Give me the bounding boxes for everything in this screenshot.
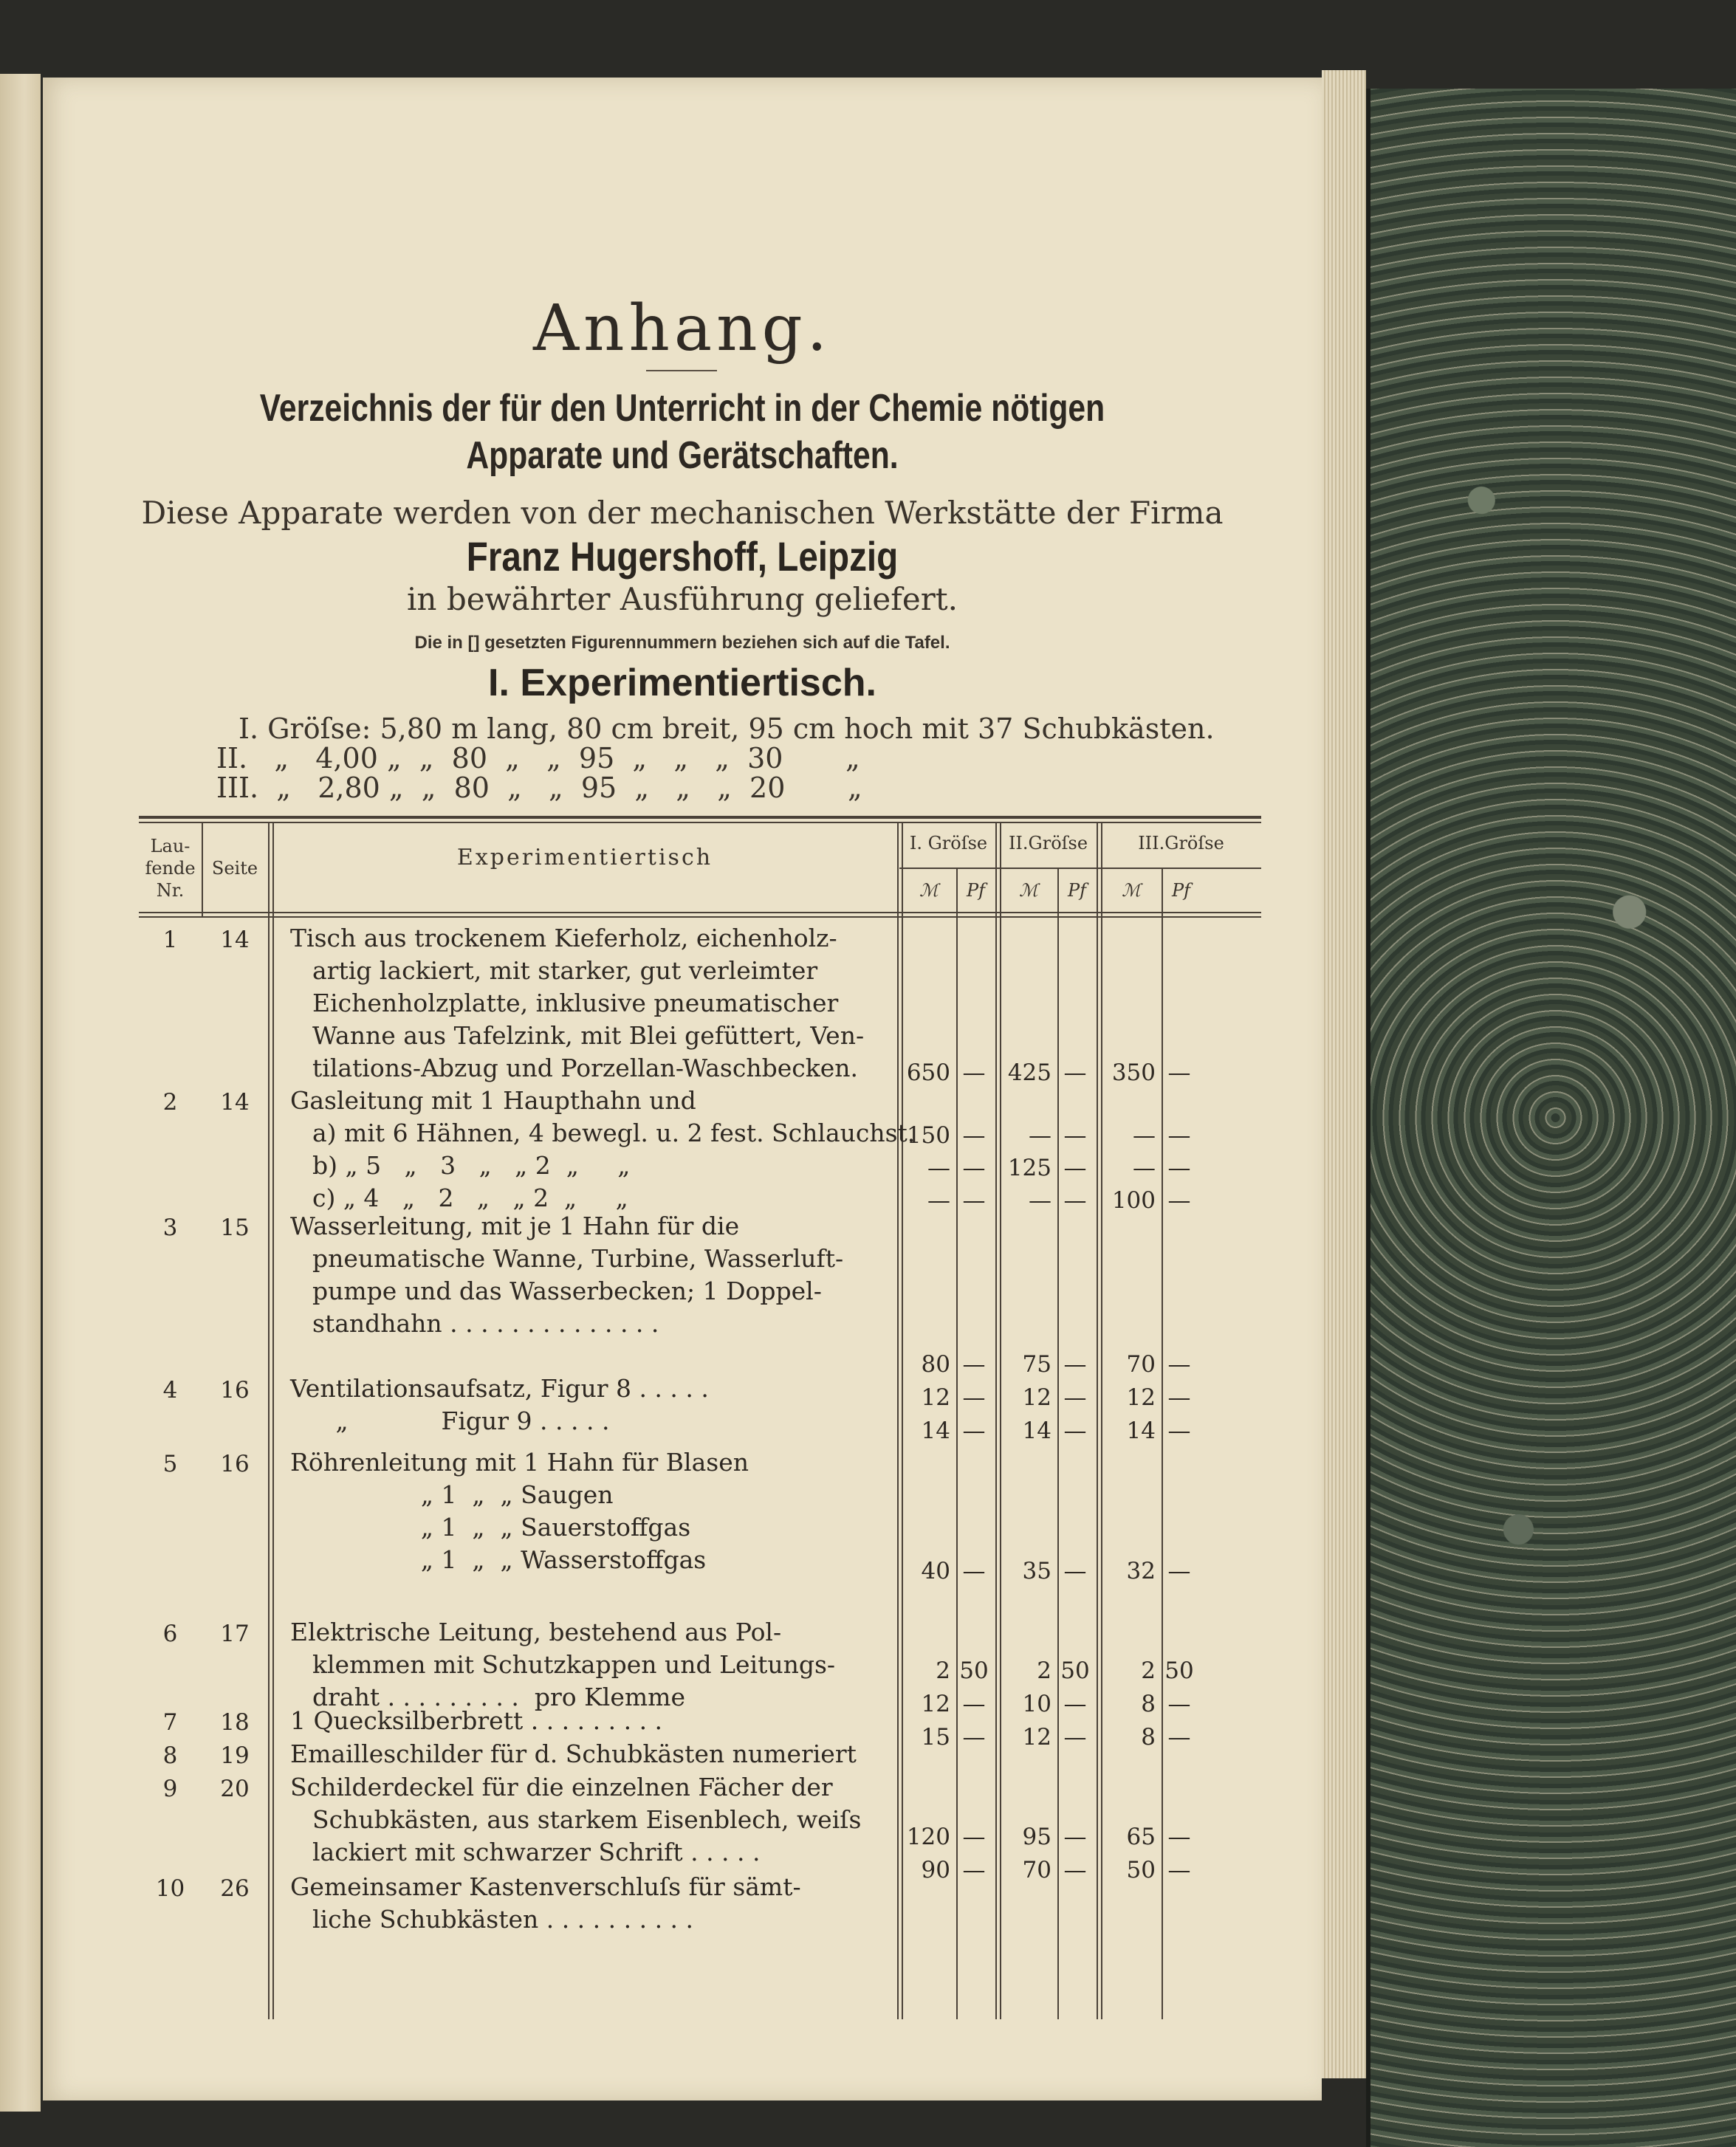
price-mark: 12 (1022, 1724, 1051, 1751)
row-description-line: b) „ 5 „ 3 „ „ 2 „ „ (312, 1151, 631, 1180)
row-description-line: „ 1 „ „ Sauerstoffgas (312, 1513, 691, 1542)
price-table (139, 816, 1261, 2019)
price-mark: 8 (1141, 1691, 1156, 1717)
price-mark: — (1133, 1155, 1156, 1181)
price-pfennig: — (962, 1418, 986, 1444)
price-mark: — (927, 1155, 950, 1181)
row-description-line: artig lackiert, mit starker, gut verleimter (312, 956, 818, 985)
price-pfennig: — (1063, 1384, 1087, 1411)
price-mark: — (1133, 1122, 1156, 1149)
header-pf-3: Pf (1171, 880, 1191, 901)
price-pfennig: — (962, 1155, 986, 1181)
price-pfennig: — (1167, 1857, 1191, 1883)
row-description-line: Gemeinsamer Kastenverschluſs für sämt- (290, 1872, 801, 1901)
header-bottom-rule-2 (139, 916, 1261, 918)
price-mark: — (1029, 1122, 1051, 1149)
price-pfennig: — (962, 1824, 986, 1850)
price-pfennig: — (962, 1187, 986, 1214)
row-description-line: pneumatische Wanne, Turbine, Wasserluft- (312, 1244, 844, 1273)
price-pfennig: — (1167, 1418, 1191, 1444)
price-pfennig: — (962, 1059, 986, 1086)
col-divider-desc (897, 823, 899, 2019)
price-pfennig: — (1063, 1187, 1087, 1214)
facing-page-edge (0, 74, 41, 2112)
price-pfennig: — (962, 1351, 986, 1378)
price-mark: 95 (1022, 1824, 1051, 1850)
price-mark: 2 (936, 1658, 950, 1684)
row-description-line: lackiert mit schwarzer Schrift . . . . . (312, 1838, 761, 1866)
row-description-line: c) „ 4 „ 2 „ „ 2 „ „ (312, 1184, 628, 1212)
row-number: 10 (155, 1875, 185, 1902)
price-mark: 14 (921, 1418, 950, 1444)
row-page: 16 (220, 1451, 250, 1477)
price-mark: 90 (921, 1857, 950, 1883)
price-pfennig: — (1167, 1384, 1191, 1411)
price-mark: 80 (921, 1351, 950, 1378)
price-mark: — (1029, 1187, 1051, 1214)
col-divider-seite-2 (272, 823, 274, 2019)
col-divider-seite (268, 823, 270, 2019)
row-description-line: Eichenholzplatte, inklusive pneumatischer (312, 989, 839, 1017)
size-line-2: II. „ 4,00 „ „ 80 „ „ 95 „ „ „ 30 „ (216, 742, 860, 774)
row-description-line: „ 1 „ „ Wasserstoffgas (312, 1545, 707, 1574)
price-pfennig: — (1167, 1724, 1191, 1751)
price-mark: 15 (921, 1724, 950, 1751)
price-pfennig: — (1063, 1155, 1087, 1181)
price-pfennig: 50 (959, 1658, 989, 1684)
price-pfennig: — (962, 1857, 986, 1883)
header-bottom-rule (139, 912, 1261, 913)
price-mark: 12 (1022, 1384, 1051, 1411)
price-mark: 10 (1022, 1691, 1051, 1717)
table-top-rule-2 (139, 822, 1261, 823)
price-pfennig: — (962, 1724, 986, 1751)
header-size-3: III.Gröſse (1138, 833, 1224, 853)
row-number: 5 (162, 1451, 178, 1477)
intro-text: Diese Apparate werden von der mechanischen Werkstätte der Firma (141, 495, 1224, 531)
figure-note: Die in [] gesetzten Figurennummern beziehen sich auf die Tafel. (414, 633, 950, 653)
price-pfennig: — (1167, 1824, 1191, 1850)
price-pfennig: — (1167, 1059, 1191, 1086)
price-mark: 120 (906, 1824, 950, 1850)
firm-name: Franz Hugershoff, Leipzig (466, 533, 899, 580)
row-number: 6 (162, 1621, 178, 1647)
price-mark: 350 (1111, 1059, 1156, 1086)
header-description: Experimentiertisch (456, 845, 713, 870)
price-pfennig: 50 (1060, 1658, 1090, 1684)
price-mark: 65 (1126, 1824, 1156, 1850)
price-mark: 12 (921, 1691, 950, 1717)
row-description-line: draht . . . . . . . . . pro Klemme (312, 1683, 685, 1711)
header-pf-2: Pf (1067, 880, 1087, 901)
price-pfennig: — (962, 1384, 986, 1411)
row-description-line: liche Schubkästen . . . . . . . . . . (312, 1905, 694, 1934)
row-number: 7 (162, 1709, 178, 1736)
price-pfennig: — (1167, 1187, 1191, 1214)
price-pfennig: — (1167, 1155, 1191, 1181)
row-page: 15 (220, 1215, 250, 1241)
price-pfennig: — (1063, 1558, 1087, 1584)
price-pfennig: — (1167, 1691, 1191, 1717)
table-top-rule (139, 816, 1261, 819)
row-description-line: tilations-Abzug und Porzellan-Waschbecken. (312, 1054, 859, 1082)
row-description-line: 1 Quecksilberbrett . . . . . . . . . (290, 1706, 663, 1735)
row-description-line: Emailleschilder für d. Schubkästen numeriert (290, 1739, 857, 1768)
row-description-line: Wasserleitung, mit je 1 Hahn für die (290, 1212, 740, 1240)
price-pfennig: — (1063, 1724, 1087, 1751)
subtitle-line-2: Apparate und Gerätschaften. (466, 434, 899, 477)
header-nr: Lau- fende Nr. (145, 836, 196, 901)
price-mark: 14 (1126, 1418, 1156, 1444)
price-pfennig: — (1167, 1122, 1191, 1149)
row-page: 14 (220, 1089, 250, 1116)
price-mark: 70 (1022, 1857, 1051, 1883)
price-pfennig: — (962, 1558, 986, 1584)
header-mark-3: ℳ (1122, 880, 1141, 901)
price-mark: 50 (1126, 1857, 1156, 1883)
price-mark: 12 (1126, 1384, 1156, 1411)
price-pfennig: — (1063, 1418, 1087, 1444)
row-description-line: pumpe und das Wasserbecken; 1 Doppel- (312, 1277, 822, 1305)
row-number: 1 (162, 927, 178, 953)
price-pfennig: — (1063, 1122, 1087, 1149)
row-page: 20 (220, 1776, 250, 1802)
price-subheader-rule (899, 868, 1261, 869)
price-mark: 650 (906, 1059, 950, 1086)
header-pf-1: Pf (966, 880, 986, 901)
header-size-1: I. Gröſse (909, 833, 988, 853)
row-description-line: „ Figur 9 . . . . . (312, 1406, 610, 1435)
col-divider-size3 (1097, 823, 1098, 2019)
row-number: 3 (162, 1215, 178, 1241)
section-heading: I. Experimentiertisch. (488, 662, 876, 704)
price-pfennig: — (1063, 1857, 1087, 1883)
row-number: 9 (162, 1776, 178, 1802)
header-seite: Seite (211, 858, 258, 879)
price-mark: 14 (1022, 1418, 1051, 1444)
price-mark: 35 (1022, 1558, 1051, 1584)
price-pfennig: — (1167, 1558, 1191, 1584)
row-description-line: Röhrenleitung mit 1 Hahn für Blasen (290, 1448, 749, 1477)
row-page: 17 (220, 1621, 250, 1647)
price-pfennig: — (1063, 1351, 1087, 1378)
price-pfennig: — (1063, 1059, 1087, 1086)
price-mark: 8 (1141, 1724, 1156, 1751)
price-mark: 125 (1007, 1155, 1051, 1181)
col-divider-size2 (995, 823, 997, 2019)
price-pfennig: — (1167, 1351, 1191, 1378)
row-description-line: klemmen mit Schutzkappen und Leitungs- (312, 1650, 836, 1679)
header-size-2: II.Gröſse (1008, 833, 1088, 853)
price-mark: 150 (906, 1122, 950, 1149)
row-description-line: Schilderdeckel für die einzelnen Fächer der (290, 1773, 833, 1801)
row-description-line: Gasleitung mit 1 Haupthahn und (290, 1086, 696, 1115)
price-mark: 425 (1007, 1059, 1051, 1086)
row-page: 14 (220, 927, 250, 953)
row-page: 18 (220, 1709, 250, 1736)
row-number: 8 (162, 1742, 178, 1769)
book-page (43, 78, 1322, 2100)
row-description-line: „ 1 „ „ Saugen (312, 1480, 614, 1509)
price-mark: 12 (921, 1384, 950, 1411)
page-title: Anhang. (533, 292, 831, 365)
row-description-line: Tisch aus trockenem Kieferholz, eichenholz- (290, 924, 837, 952)
price-mark: 2 (1141, 1658, 1156, 1684)
row-page: 16 (220, 1377, 250, 1404)
marbled-cover (1366, 89, 1736, 2147)
row-description-line: Wanne aus Tafelzink, mit Blei gefüttert, Ven- (312, 1021, 865, 1050)
row-description-line: a) mit 6 Hähnen, 4 bewegl. u. 2 fest. Schlauchst. (312, 1119, 916, 1147)
price-mark: 75 (1022, 1351, 1051, 1378)
page-stack-edges (1322, 70, 1366, 2078)
price-pfennig: — (1063, 1824, 1087, 1850)
row-description-line: Elektrische Leitung, bestehend aus Pol- (290, 1618, 782, 1646)
price-mark: 100 (1111, 1187, 1156, 1214)
row-page: 19 (220, 1742, 250, 1769)
size-line-3: III. „ 2,80 „ „ 80 „ „ 95 „ „ „ 20 „ (216, 772, 862, 804)
price-mark: — (927, 1187, 950, 1214)
size-line-1: I. Gröſse: 5,80 m lang, 80 cm breit, 95 cm hoch mit 37 Schubkästen. (239, 712, 1215, 745)
row-page: 26 (220, 1875, 250, 1902)
delivery-text: in bewährter Ausführung geliefert. (406, 581, 958, 617)
price-pfennig: 50 (1164, 1658, 1194, 1684)
price-pfennig: — (962, 1122, 986, 1149)
row-description-line: Ventilationsaufsatz, Figur 8 . . . . . (290, 1374, 709, 1403)
price-pfennig: — (1063, 1691, 1087, 1717)
price-mark: 70 (1126, 1351, 1156, 1378)
price-pfennig: — (962, 1691, 986, 1717)
price-mark: 2 (1037, 1658, 1051, 1684)
header-mark-1: ℳ (919, 880, 939, 901)
subtitle-line-1: Verzeichnis der für den Unterricht in der Chemie nötigen (259, 387, 1105, 430)
row-description-line: Schubkästen, aus starkem Eisenblech, weiſs (312, 1805, 862, 1834)
header-mark-2: ℳ (1019, 880, 1038, 901)
row-description-line: standhahn . . . . . . . . . . . . . . (312, 1309, 659, 1338)
price-mark: 32 (1126, 1558, 1156, 1584)
row-number: 4 (162, 1377, 178, 1404)
title-rule (646, 370, 717, 371)
price-mark: 40 (921, 1558, 950, 1584)
row-number: 2 (162, 1089, 178, 1116)
